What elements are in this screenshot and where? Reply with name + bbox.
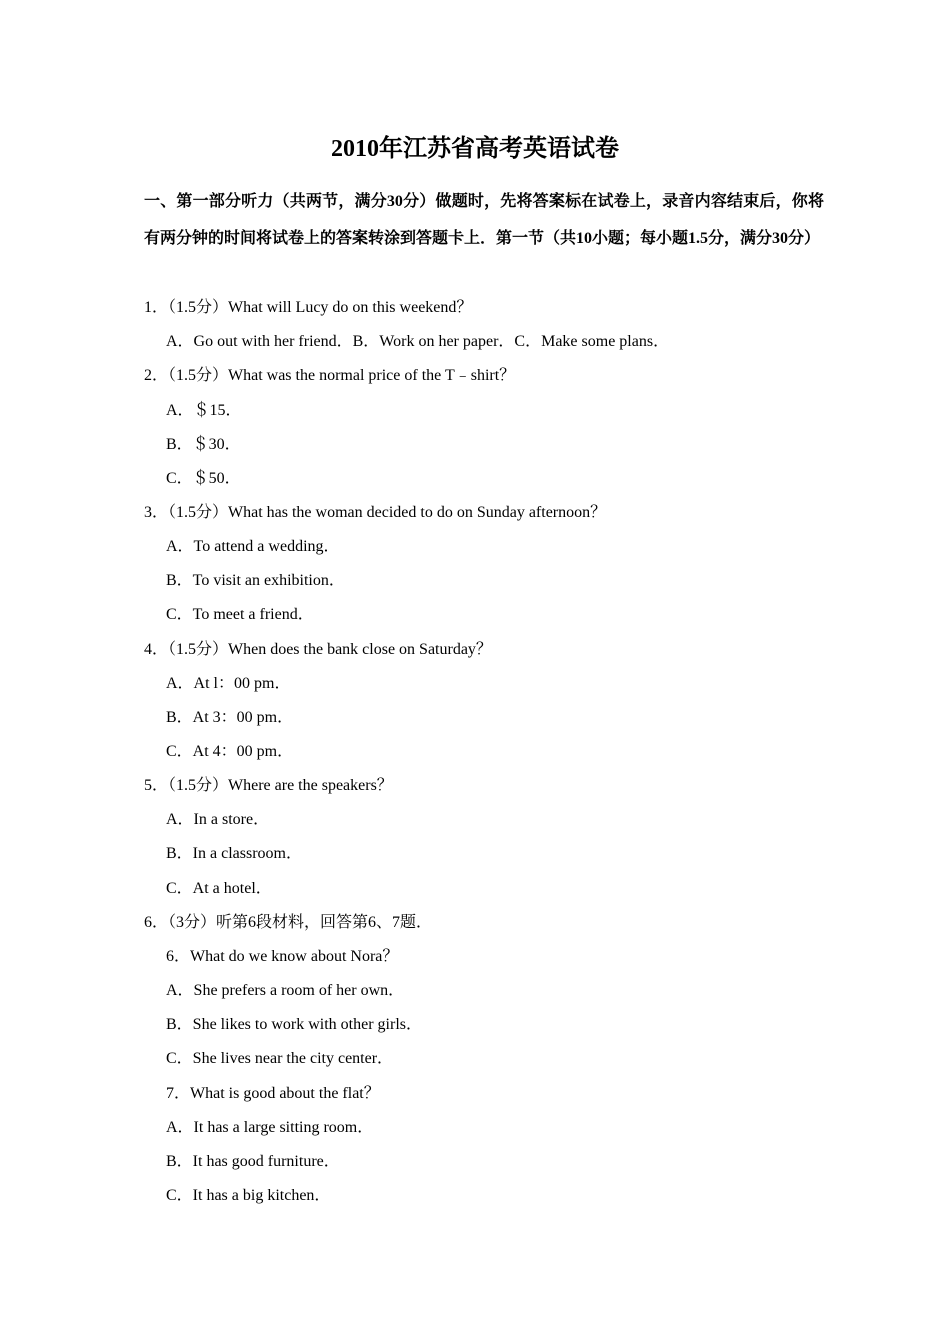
question-5-option-a: A．In a store． <box>166 811 270 828</box>
sub-question-6-option-a: A．She prefers a room of her own． <box>166 982 405 999</box>
question-3: 3．（1.5分）What has the woman decided to do on Sunday afternoon？ <box>144 504 607 521</box>
question-4-option-a: A．At l：00 pm． <box>166 675 291 692</box>
sub-question-7-option-b: B．It has good furniture． <box>166 1153 340 1170</box>
question-5-option-b: B．In a classroom． <box>166 845 302 862</box>
question-5: 5．（1.5分）Where are the speakers？ <box>144 777 393 794</box>
sub-question-7: 7．What is good about the flat？ <box>166 1085 380 1102</box>
sub-question-6: 6．What do we know about Nora？ <box>166 948 399 965</box>
section-header: 一、第一部分听力（共两节，满分30分）做题时，先将答案标在试卷上，录音内容结束后，你将有两分钟的时间将试卷上的答案转涂到答题卡上．第一节（共10小题；每小题1.5分，满分30分） <box>144 193 824 247</box>
question-2-option-b: B．＄30． <box>166 436 241 453</box>
question-6-intro: 6．（3分）听第6段材料，回答第6、7题． <box>144 914 433 931</box>
question-2-option-c: C．＄50． <box>166 470 241 487</box>
question-3-option-a: A．To attend a wedding． <box>166 538 340 555</box>
question-1-options: A．Go out with her friend．B．Work on her paper．C．Make some plans． <box>166 333 670 350</box>
question-3-option-b: B．To visit an exhibition． <box>166 572 345 589</box>
question-4: 4．（1.5分）When does the bank close on Saturday？ <box>144 641 492 658</box>
question-5-option-c: C．At a hotel． <box>166 880 272 897</box>
question-2: 2．（1.5分）What was the normal price of the T﹣shirt？ <box>144 367 516 384</box>
question-4-option-b: B．At 3：00 pm． <box>166 709 294 726</box>
sub-question-6-option-c: C．She lives near the city center． <box>166 1050 394 1067</box>
sub-question-7-option-a: A．It has a large sitting room． <box>166 1119 374 1136</box>
sub-question-6-option-b: B．She likes to work with other girls． <box>166 1016 422 1033</box>
question-4-option-c: C．At 4：00 pm． <box>166 743 294 760</box>
sub-question-7-option-c: C．It has a big kitchen． <box>166 1187 331 1204</box>
question-2-option-a: A．＄15． <box>166 402 242 419</box>
question-3-option-c: C．To meet a friend． <box>166 606 314 623</box>
question-1: 1．（1.5分）What will Lucy do on this weekend？ <box>144 299 473 316</box>
page-title: 2010年江苏省高考英语试卷 <box>331 136 619 162</box>
